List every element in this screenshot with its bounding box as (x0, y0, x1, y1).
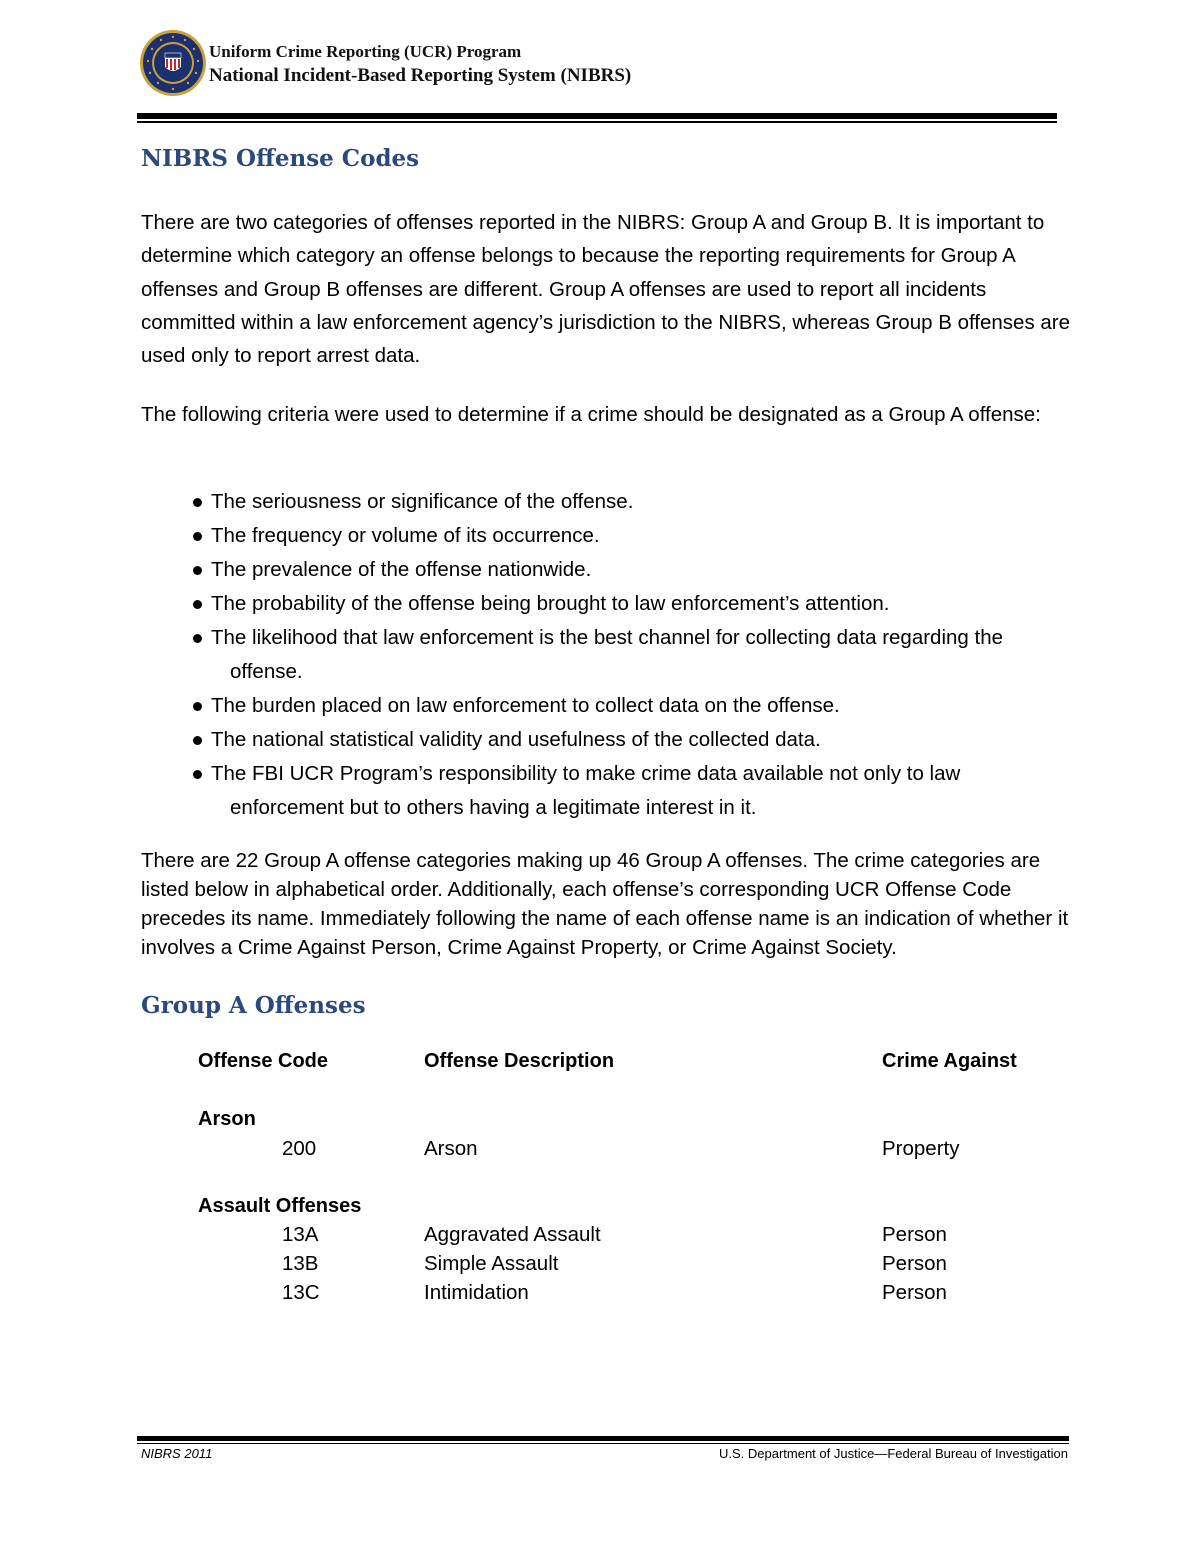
offense-description: Arson (424, 1137, 478, 1160)
offense-code: 13B (282, 1252, 319, 1275)
categories-paragraph: There are 22 Group A offense categories making up 46 Group A offenses. The crime categories are listed below in alphabetical order. Additionally, each offense’s corresponding UCR Offense Code precedes its name. Immediately following the name of each offense name is an indication of whether it involves a Crime Against Person, Crime Against Property, or Crime Against Society. (141, 849, 1069, 959)
list-item: The prevalence of the offense nationwide. (192, 553, 1072, 587)
category-label: Arson (198, 1108, 256, 1130)
bullet-icon (193, 634, 202, 643)
column-header-description: Offense Description (424, 1050, 615, 1072)
list-item: The probability of the offense being brought to law enforcement’s attention. (192, 587, 1072, 621)
list-item: The FBI UCR Program’s responsibility to make crime data available not only to law enforcement but to others having a legitimate interest in it. (192, 757, 982, 825)
bullet-icon (193, 532, 202, 541)
bullet-icon (193, 770, 202, 779)
offense-description: Simple Assault (424, 1252, 559, 1275)
group-a-heading: Group A Offenses (141, 992, 366, 1019)
footer-agency: U.S. Department of Justice—Federal Bureau of Investigation (718, 1446, 1068, 1461)
fbi-seal-icon (139, 29, 207, 97)
offense-code: 13C (282, 1281, 320, 1304)
crime-against: Person (882, 1281, 947, 1304)
footer-divider-thin (137, 1443, 1069, 1444)
criteria-intro: The following criteria were used to determine if a crime should be designated as a Group A offense: (141, 403, 1041, 426)
criteria-list (192, 485, 1072, 825)
list-item: The national statistical validity and usefulness of the collected data. (192, 723, 1072, 757)
header-system-name: National Incident-Based Reporting System (NIBRS) (209, 65, 632, 86)
header-divider (137, 113, 1057, 119)
offense-description: Intimidation (424, 1281, 529, 1304)
header-program-name: Uniform Crime Reporting (UCR) Program (209, 42, 522, 61)
column-header-code: Offense Code (198, 1050, 329, 1072)
category-label: Assault Offenses (198, 1195, 362, 1217)
page-title: NIBRS Offense Codes (141, 145, 420, 172)
crime-against: Person (882, 1223, 947, 1246)
bullet-icon (193, 702, 202, 711)
bullet-icon (193, 736, 202, 745)
footer-document-id: NIBRS 2011 (141, 1446, 213, 1461)
list-item: The likelihood that law enforcement is the best channel for collecting data regarding the offense. (192, 621, 1057, 689)
intro-paragraph: There are two categories of offenses reported in the NIBRS: Group A and Group B. It is important to determine which category an offense belongs to because the reporting requirements for Group A offenses and Group B offenses are different. Group A offenses are used to report all incidents committed within a law enforcement agency’s jurisdiction to the NIBRS, whereas Group B offenses are used only to report arrest data. (141, 211, 1071, 368)
offense-code: 13A (282, 1223, 319, 1246)
list-item: The frequency or volume of its occurrence. (192, 519, 1072, 553)
crime-against: Person (882, 1252, 947, 1275)
bullet-icon (193, 498, 202, 507)
list-item: The burden placed on law enforcement to collect data on the offense. (192, 689, 1072, 723)
column-header-crime-against: Crime Against (882, 1050, 1017, 1072)
crime-against: Property (882, 1137, 960, 1160)
footer-divider (137, 1436, 1069, 1441)
offense-description: Aggravated Assault (424, 1223, 601, 1246)
bullet-icon (193, 566, 202, 575)
offense-code: 200 (282, 1137, 317, 1160)
list-item: The seriousness or significance of the offense. (192, 485, 1072, 519)
bullet-icon (193, 600, 202, 609)
header-divider-thin (137, 121, 1057, 123)
